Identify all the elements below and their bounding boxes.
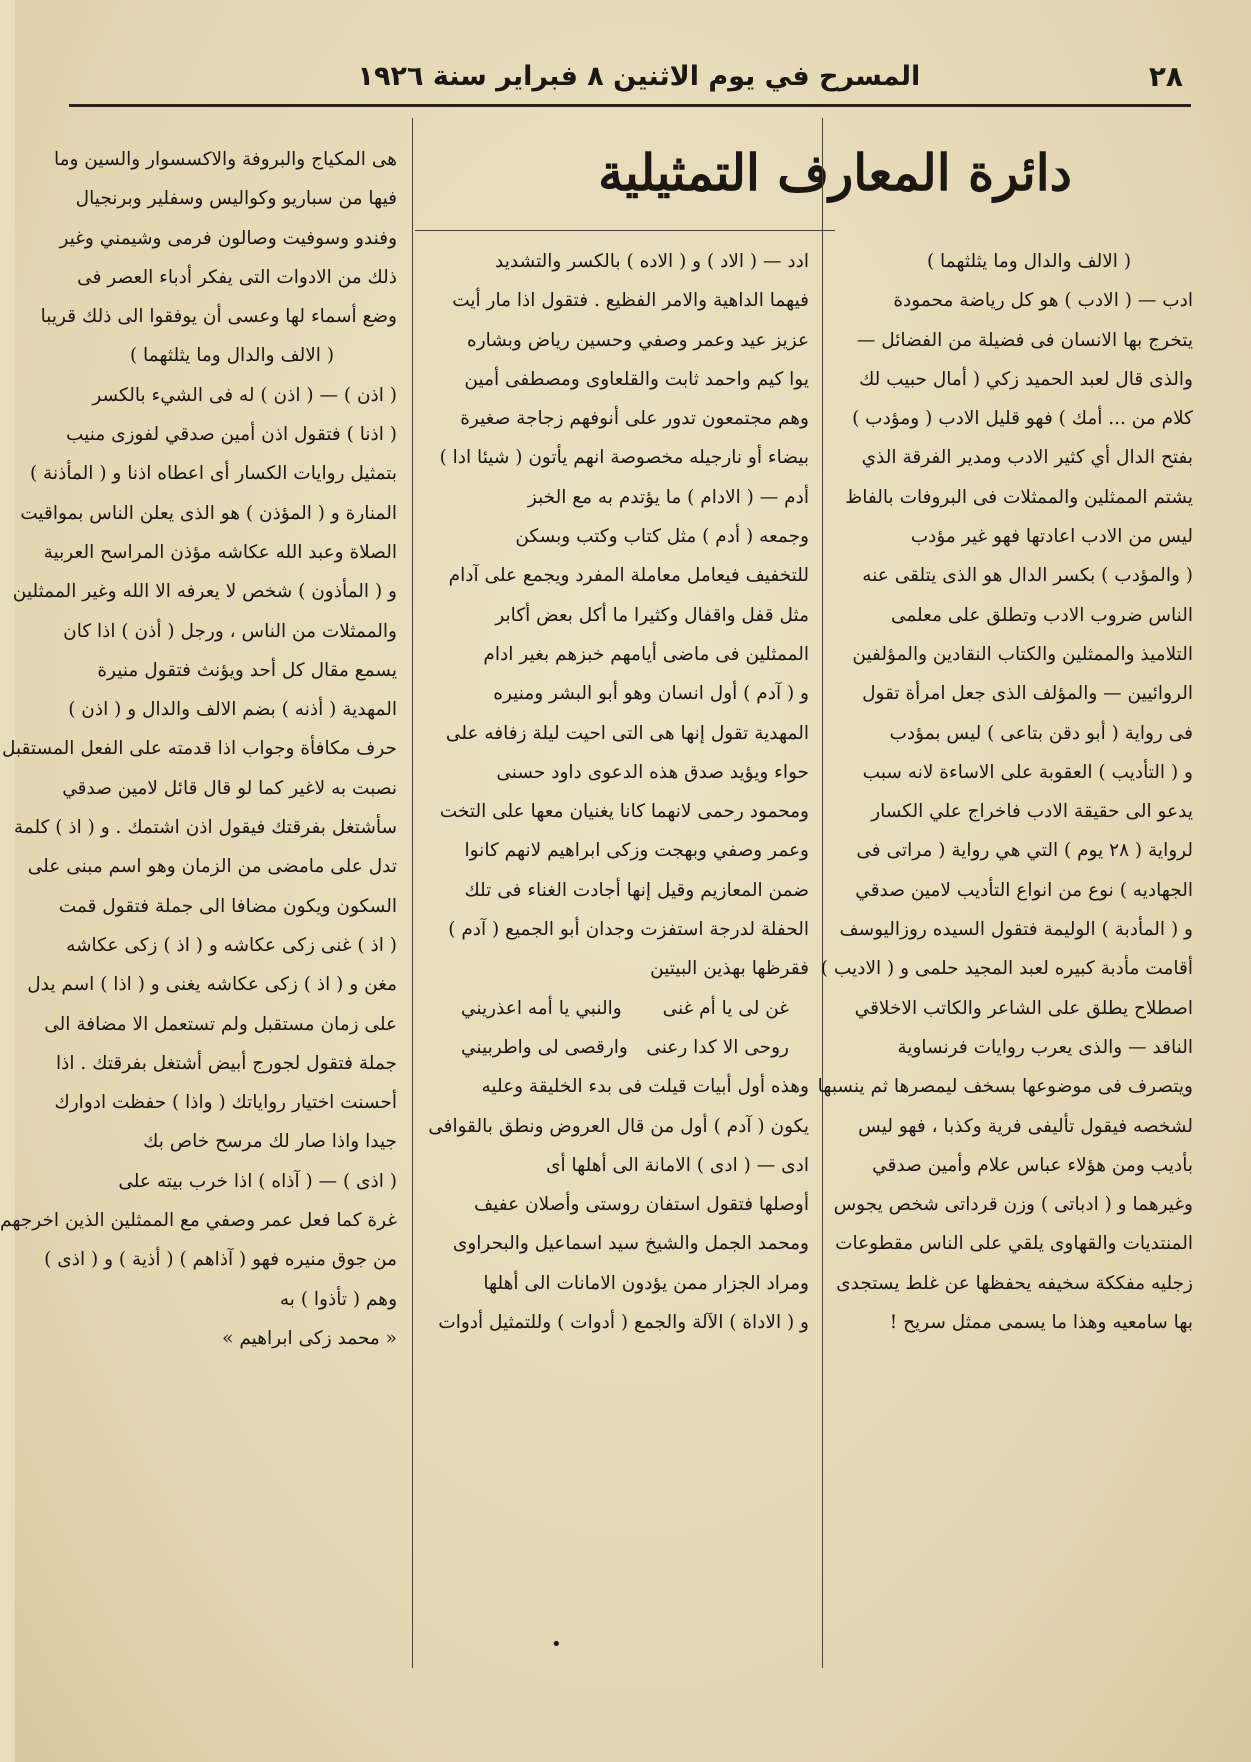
text-line: مغن و ( اذ ) زكى عكاشه يغنى و ( اذا ) اسم يدل (27, 974, 397, 996)
text-line: اصطلاح يطلق على الشاعر والكاتب الاخلاقي (854, 997, 1193, 1019)
text-line: ( اذ ) غنى زكى عكاشه و ( اذ ) زكى عكاشه (66, 934, 397, 956)
text-line: وجمعه ( أدم ) مثل كتاب وكتب وبسكن (515, 526, 809, 548)
column-divider (822, 118, 823, 1668)
hemistich: روحى الا كدا رعنى (646, 1036, 789, 1058)
text-line: المنارة و ( المؤذن ) هو الذى يعلن الناس بمواقيت (20, 502, 397, 524)
hemistich: غن لى يا أم غنى (662, 997, 789, 1019)
text-line: وفندو وسوفيت وصالون فرمى وشيمني وغير (59, 227, 397, 249)
text-line: التلاميذ والممثلين والكتاب النقادين والمؤلفين (852, 643, 1193, 665)
text-line: وعمر وصفي وبهجت وزكى ابراهيم لانهم كانوا (464, 840, 809, 862)
text-line: يسمع مقال كل أحد ويؤنث فتقول منيرة (97, 659, 397, 681)
text-line: يدعو الى حقيقة الادب فاخراج علي الكسار (871, 801, 1193, 823)
subheading: ( الالف والدال وما يثلثهما ) (129, 345, 335, 367)
text-line: ومحمود رحمى لانهما كانا يغنيان معها على التخت (439, 801, 809, 823)
text-line: وغيرهما و ( ادباتى ) وزن قرداتى شخص يجوس (833, 1194, 1193, 1216)
verse-line (441, 989, 809, 1028)
text-line: بتمثيل روايات الكسار أى اعطاه اذنا و ( المأذنة ) (29, 463, 397, 485)
text-line: وهذه أول أبيات قيلت فى بدء الخليقة وعليه (481, 1076, 809, 1098)
text-line: حرف مكافأة وجواب اذا قدمته على الفعل المستقبل (1, 738, 397, 760)
text-line: ادد — ( الاد ) و ( الاده ) بالكسر والتشديد (495, 251, 809, 272)
text-line: لرواية ( ٢٨ يوم ) التي هي رواية ( مراتى فى (856, 840, 1193, 862)
text-line: تدل على مامضى من الزمان وهو اسم مبنى على (27, 856, 397, 878)
title-underline (415, 230, 835, 231)
text-line: فيهما الداهية والامر الفظيع . فتقول اذا مار أيت (452, 290, 809, 312)
text-line: بها سامعيه وهذا ما يسمى ممثل سريح ! (889, 1312, 1193, 1334)
text-line: أوصلها فتقول استفان روستى وأصلان عفيف (474, 1194, 809, 1216)
text-line: الحفلة لدرجة استفزت وجدان أبو الجميع ( آدم ) (448, 919, 809, 941)
text-line: هى المكياج والبروفة والاكسسوار والسين وما (53, 149, 397, 170)
text-line: عزيز عيد وعمر وصفي وحسين رياض وبشاره (467, 329, 809, 351)
text-line: ضمن المعازيم وقيل إنها أجادت الغناء فى تلك (464, 879, 809, 901)
section-title: دائرة المعارف التمثيلية (598, 143, 1072, 202)
text-line: المهدية ( أذنه ) بضم الالف والدال و ( اذن ) (68, 699, 397, 721)
text-line: ( اذنا ) فتقول اذن أمين صدقي لفوزى منيب (66, 424, 397, 446)
text-line: ذلك من الادوات التى يفكر أدباء العصر فى (77, 266, 397, 288)
text-line: الصلاة وعبد الله عكاشه مؤذن المراسح العربية (43, 541, 397, 563)
text-line: يتخرج بها الانسان فى فضيلة من الفضائل — (856, 329, 1193, 351)
text-line: و ( المأذون ) شخص لا يعرفه الا الله وغير الممثلين (12, 581, 397, 603)
end-dot: • (551, 1634, 562, 1655)
article-column-3 (0, 140, 397, 1358)
verse-line (441, 1028, 809, 1067)
text-line: كلام من ... أمك ) فهو قليل الادب ( ومؤدب ) (852, 408, 1193, 430)
text-line: الجهاديه ) نوع من انواع التأديب لامين صدقي (855, 879, 1193, 901)
text-line: الناقد — والذى يعرب روايات فرنساوية (897, 1036, 1193, 1058)
text-line: ومحمد الجمل والشيخ سيد اسماعيل والبحراوى (452, 1233, 809, 1255)
text-line: سأشتغل بفرقتك فيقول اذن اشتمك . و ( اذ ) كلمة (13, 817, 397, 839)
text-line: ليس من الادب اعادتها فهو غير مؤدب (910, 526, 1193, 548)
text-line: يوا كيم واحمد ثابت والقلعاوى ومصطفى أمين (464, 368, 809, 390)
text-line: حواء ويؤيد صدق هذه الدعوى داود حسنى (496, 761, 809, 783)
text-line: الناس ضروب الادب وتطلق على معلمى (890, 604, 1193, 626)
text-line: أقامت مأدبة كبيره لعبد المجيد حلمى و ( الاديب ) (820, 958, 1193, 980)
text-line: ومراد الجزار ممن يؤدون الامانات الى أهلها (483, 1272, 809, 1294)
article-column-1 (817, 242, 1193, 1342)
text-line: جملة فتقول لجورج أبيض أشتغل بفرقتك . اذا (56, 1052, 397, 1074)
running-head: المسرح في يوم الاثنين ٨ فبراير سنة ١٩٢٦ (357, 60, 921, 92)
text-line: و ( آدم ) أول انسان وهو أبو البشر ومنيره (493, 683, 809, 705)
text-line: ادب — ( الادب ) هو كل رياضة محمودة (893, 290, 1193, 312)
text-line: من جوق منيره فهو ( آذاهم ) ( أذية ) و ( اذى ) (44, 1249, 397, 1271)
author-signature: « محمد زكى ابراهيم » (222, 1327, 397, 1349)
text-line: يشتم الممثلين والممثلات فى البروفات بالفاظ (845, 486, 1193, 508)
text-line: المهدية تقول إنها هى التى احيت ليلة زفافه على (445, 722, 809, 744)
hemistich: وارقصى لى واطربيني (461, 1036, 628, 1058)
text-line: زجليه مفككة سخيفه يحفظها عن غلط يستجدى (836, 1272, 1193, 1294)
text-line: ويتصرف فى موضوعها بسخف ليمصرها ثم ينسبها (817, 1076, 1193, 1098)
text-line: بفتح الدال أي كثير الادب ومدير الفرقة الذي (861, 447, 1193, 469)
text-line: ادى — ( ادى ) الامانة الى أهلها أى (545, 1154, 809, 1176)
text-line: لشخصه فيقول تأليفى فرية وكذبا ، فهو ليس (858, 1115, 1193, 1137)
text-line: والذى قال لعبد الحميد زكي ( أمال حبيب لك (859, 368, 1193, 390)
text-line: و ( التأديب ) العقوبة على الاساءة لانه سبب (862, 761, 1193, 783)
text-line: ( اذى ) — ( آذاه ) اذا خرب بيته على (118, 1170, 397, 1192)
text-line: الممثلين فى ماضى أيامهم خبزهم بغير ادام (483, 643, 809, 665)
text-line: السكون ويكون مضافا الى جملة فتقول قمت (58, 895, 397, 917)
article-column-2 (428, 242, 809, 1342)
text-line: يكون ( آدم ) أول من قال العروض ونطق بالقوافى (428, 1115, 809, 1137)
text-line: فيها من سباريو وكواليس وسفلير وبرنجيال (75, 188, 397, 210)
text-line: وهم مجتمعون تدور على أنوفهم زجاجة صغيرة (460, 408, 809, 430)
subheading: ( الالف والدال وما يثلثهما ) (926, 251, 1132, 272)
text-line: ( اذن ) — ( اذن ) له فى الشيء بالكسر (92, 384, 397, 406)
column-divider (412, 118, 413, 1668)
text-line: و ( الاداة ) الآلة والجمع ( أدوات ) وللتمثيل أدوات (438, 1312, 809, 1334)
text-line: أحسنت اختيار رواياتك ( واذا ) حفظت ادوارك (54, 1092, 397, 1114)
text-line: وضع أسماء لها وعسى أن يوفقوا الى ذلك قريبا (40, 306, 397, 328)
text-line: بيضاء أو نارجيله مخصوصة انهم يأتون ( شيئا ادا ) (439, 447, 809, 469)
text-line: على زمان مستقبل ولم تستعمل الا مضافة الى (44, 1013, 397, 1035)
text-line: للتخفيف فيعامل معاملة المفرد ويجمع على آدام (448, 565, 809, 587)
text-line: بأديب ومن هؤلاء عباس علام وأمين صدقي (872, 1154, 1193, 1176)
text-line: أدم — ( الادام ) ما يؤتدم به مع الخبز (527, 486, 809, 508)
text-line: فى رواية ( أبو دقن بتاعى ) ليس بمؤدب (889, 722, 1193, 744)
text-line: والممثلات من الناس ، ورجل ( أذن ) اذا كان (63, 620, 397, 642)
hemistich: والنبي يا أمه اعذريني (461, 997, 622, 1019)
header-rule (69, 104, 1191, 107)
text-line: نصبت به لاغير كما لو قال قائل لامين صدقي (62, 777, 397, 799)
text-line: الروائيين — والمؤلف الذى جعل امرأة تقول (862, 683, 1193, 705)
text-line: المنتديات والقهاوى يلقي على الناس مقطوعات (835, 1233, 1193, 1255)
page-header (69, 52, 1191, 100)
text-line: ( والمؤدب ) بكسر الدال هو الذى يتلقى عنه (862, 565, 1193, 587)
text-line: جيدا واذا صار لك مرسح خاص بك (143, 1131, 397, 1153)
page-number: ٢٨ (1148, 59, 1183, 93)
text-line: وهم ( تأذوا ) به (279, 1288, 397, 1310)
text-line: غرة كما فعل عمر وصفي مع الممثلين الذين اخرجهم (0, 1210, 397, 1232)
text-line: و ( المأدبة ) الوليمة فتقول السيده روزاليوسف (839, 919, 1193, 941)
text-line: فقرظها بهذين البيتين (650, 958, 809, 980)
text-line: مثل قفل واقفال وكثيرا ما أكل بعض أكابر (495, 604, 809, 626)
